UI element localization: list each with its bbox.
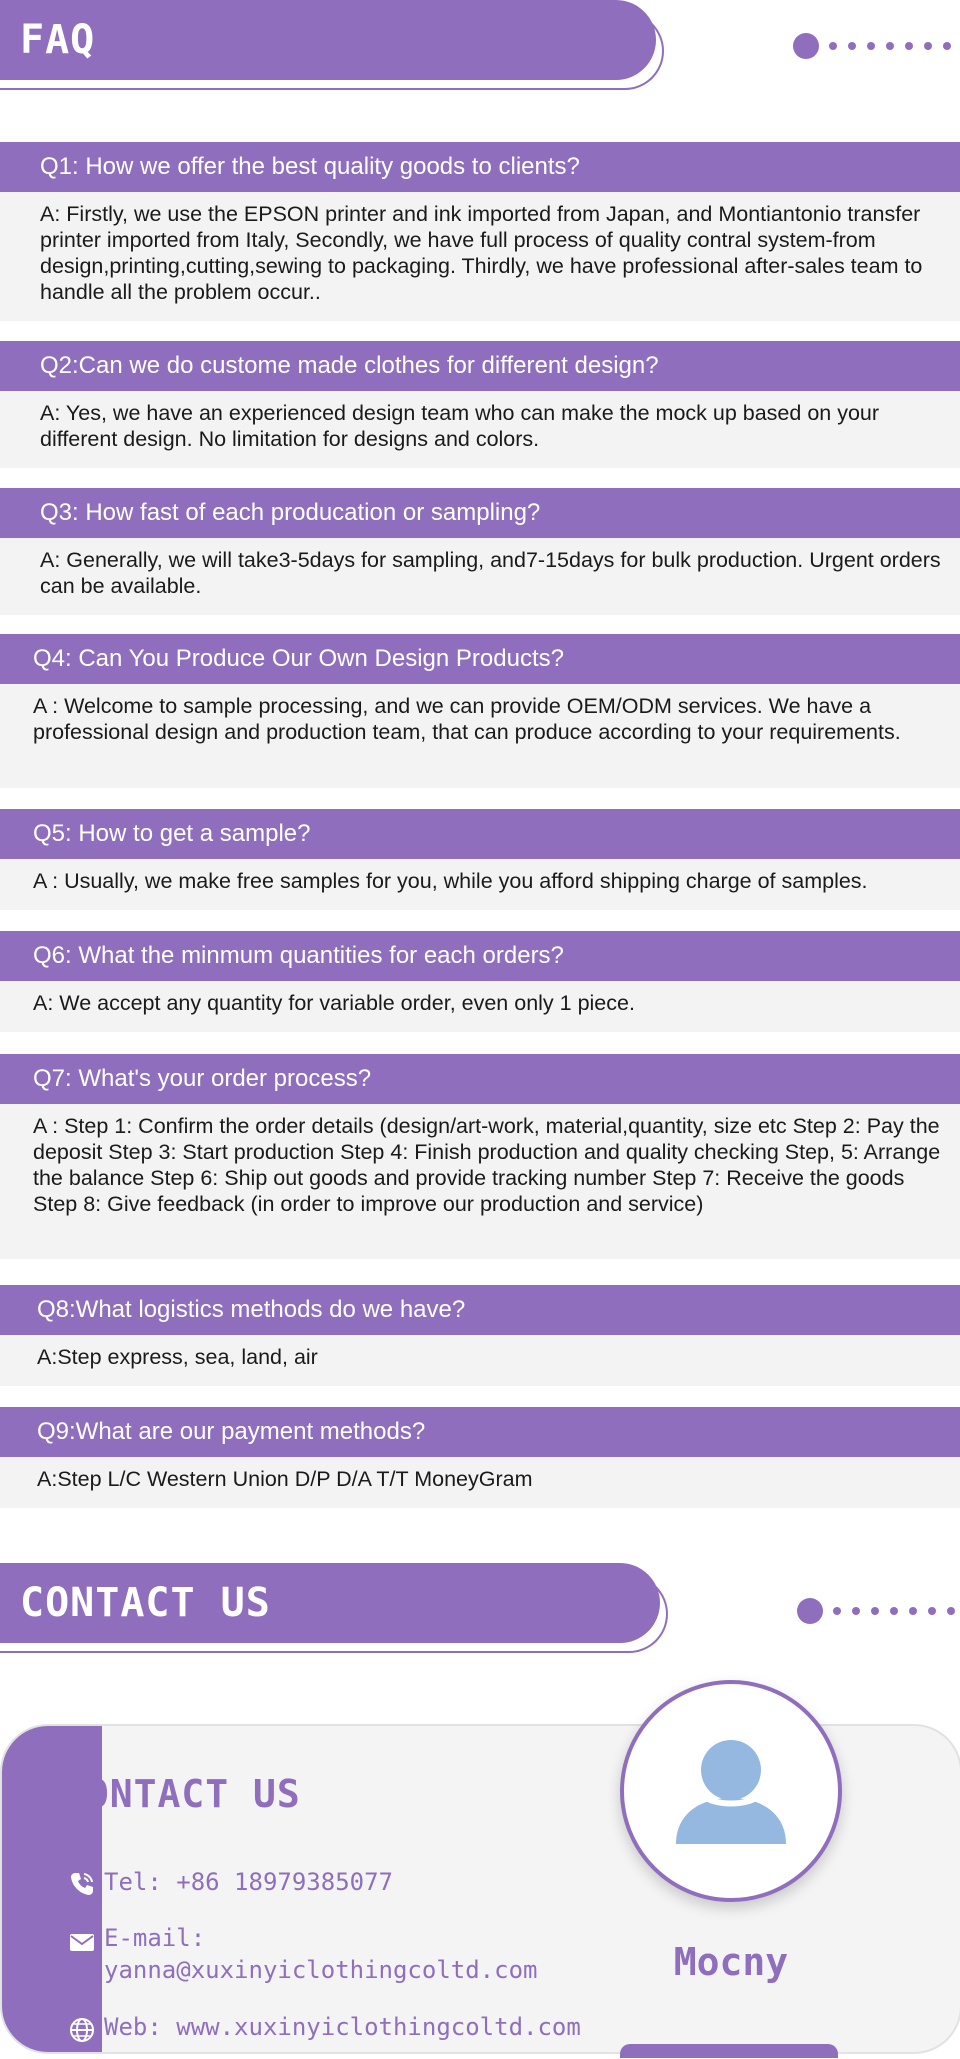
faq-tab bbox=[0, 0, 656, 80]
contact-email[interactable]: yanna@xuxinyiclothingcoltd.com bbox=[104, 1956, 538, 1984]
faq-question: Q8:What logistics methods do we have? bbox=[0, 1285, 960, 1335]
faq-question: Q4: Can You Produce Our Own Design Products? bbox=[0, 634, 960, 684]
contact-card-title: CONTACT US bbox=[62, 1772, 301, 1816]
faq-answer: A: Generally, we will take3-5days for sampling, and7-15days for bulk production. Urgent orders can be available. bbox=[0, 538, 960, 615]
faq-item-8 bbox=[0, 1285, 960, 1386]
name-underline-bar bbox=[620, 2044, 838, 2058]
contact-tel[interactable]: Tel: +86 18979385077 bbox=[104, 1868, 393, 1896]
mail-icon bbox=[68, 1928, 96, 1956]
faq-item-9 bbox=[0, 1407, 960, 1508]
contact-email-label: E-mail: bbox=[104, 1924, 206, 1952]
faq-answer: A: Firstly, we use the EPSON printer and ink imported from Japan, and Montiantonio transfer printer imported from Italy, Secondly, we have full process of quality contral system-from design,printing,cutting,sewing to packaging. Thirdly, we have professional after-sales team to handle all the problem occur.. bbox=[0, 192, 960, 321]
faq-answer: A: Yes, we have an experienced design team who can make the mock up based on your different design. No limitation for designs and colors. bbox=[0, 391, 960, 468]
phone-icon bbox=[68, 1870, 96, 1898]
faq-answer: A : Usually, we make free samples for you, while you afford shipping charge of samples. bbox=[0, 859, 960, 910]
faq-item-3 bbox=[0, 488, 960, 615]
faq-item-1 bbox=[0, 142, 960, 321]
faq-answer: A : Welcome to sample processing, and we can provide OEM/ODM services. We have a professional design and production team, that can produce according to your requirements. bbox=[0, 684, 960, 788]
faq-answer: A: We accept any quantity for variable order, even only 1 piece. bbox=[0, 981, 960, 1032]
avatar bbox=[620, 1680, 842, 1902]
faq-answer: A : Step 1: Confirm the order details (design/art-work, material,quantity, size etc Step 2: Pay the deposit Step 3: Start production Step 4: Finish production and quality checking Step, 5: Arrange the balance Step 6: Ship out goods and provide tracking number Step 7: Receive the goods Step 8: Give feedback (in order to improve our production and service) bbox=[0, 1104, 960, 1259]
faq-question: Q3: How fast of each producation or sampling? bbox=[0, 488, 960, 538]
contact-web[interactable]: Web: www.xuxinyiclothingcoltd.com bbox=[104, 2013, 581, 2041]
faq-title: FAQ bbox=[20, 17, 96, 63]
person-icon bbox=[624, 1684, 838, 1898]
faq-question: Q2:Can we do custome made clothes for different design? bbox=[0, 341, 960, 391]
contact-person-name: Mocny bbox=[673, 1940, 789, 1984]
faq-item-5 bbox=[0, 809, 960, 910]
faq-question: Q1: How we offer the best quality goods to clients? bbox=[0, 142, 960, 192]
faq-question: Q9:What are our payment methods? bbox=[0, 1407, 960, 1457]
contact-section-header bbox=[0, 1563, 960, 1659]
contact-title: CONTACT US bbox=[20, 1580, 271, 1626]
faq-item-6 bbox=[0, 931, 960, 1032]
globe-icon bbox=[68, 2016, 96, 2044]
faq-question: Q5: How to get a sample? bbox=[0, 809, 960, 859]
decorative-dots bbox=[797, 1596, 955, 1626]
faq-section-header bbox=[0, 0, 960, 96]
faq-item-4 bbox=[0, 634, 960, 788]
faq-question: Q6: What the minmum quantities for each orders? bbox=[0, 931, 960, 981]
faq-answer: A:Step L/C Western Union D/P D/A T/T MoneyGram bbox=[0, 1457, 960, 1508]
faq-answer: A:Step express, sea, land, air bbox=[0, 1335, 960, 1386]
faq-item-7 bbox=[0, 1054, 960, 1259]
faq-question: Q7: What's your order process? bbox=[0, 1054, 960, 1104]
faq-item-2 bbox=[0, 341, 960, 468]
decorative-dots bbox=[793, 31, 951, 61]
